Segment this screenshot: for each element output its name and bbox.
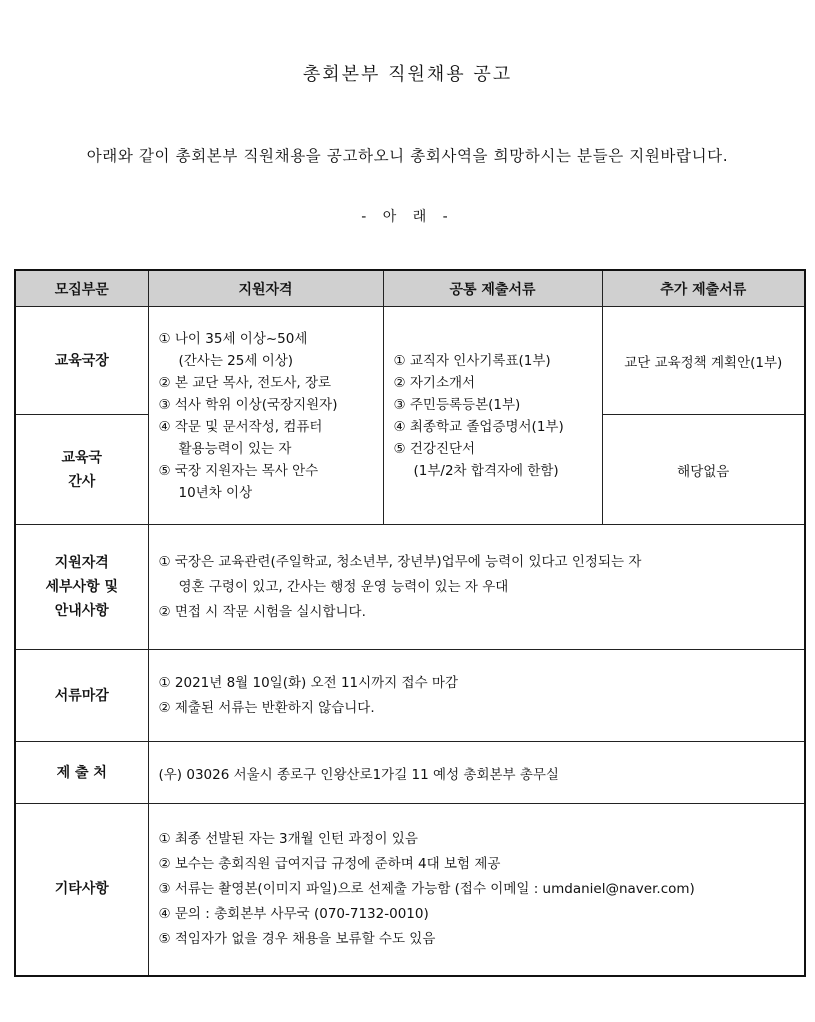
details-label-line1: 지원자격	[54, 555, 109, 571]
department-secretary	[15, 415, 148, 525]
other-item-text: ④ 문의 : 총회본부 사무국 (070-7132-0010)	[158, 905, 429, 922]
other-item-text: ③ 서류는 촬영본(이미지 파일)으로 선제출 가능함 (접수 이메일 : umdaniel@naver.com)	[158, 880, 695, 897]
common-doc-item-text: ⑤ 건강진단서	[393, 440, 476, 457]
other-item	[159, 877, 805, 902]
other-item	[159, 927, 805, 952]
recruitment-table	[14, 269, 806, 977]
header-row	[15, 270, 805, 307]
common-doc-item	[394, 394, 602, 416]
common-doc-item-text: ② 자기소개서	[393, 374, 476, 391]
other-item-text: ① 최종 선발된 자는 3개월 인턴 과정이 있음	[158, 830, 418, 847]
common-doc-item	[394, 372, 602, 394]
row-details	[15, 525, 805, 650]
deadline-content	[148, 650, 805, 742]
header-department: 모집부문	[15, 270, 148, 307]
common-doc-item-text: ④ 최종학교 졸업증명서(1부)	[393, 418, 564, 435]
deadline-item-text: ② 제출된 서류는 반환하지 않습니다.	[158, 699, 375, 716]
details-list	[149, 550, 805, 625]
extra-docs-secretary: 해당없음	[602, 415, 805, 525]
details-content	[148, 525, 805, 650]
other-item-text: ② 보수는 총회직원 급여지급 규정에 준하며 4대 보험 제공	[158, 855, 501, 872]
page-title: 총회본부 직원채용 공고	[302, 64, 513, 85]
other-list	[149, 827, 805, 952]
header-extra-docs: 추가 제출서류	[602, 270, 805, 307]
qualification-cell	[148, 307, 383, 525]
deadline-item	[159, 671, 805, 696]
detail-item-continuation: 영혼 구령이 있고, 간사는 행정 운영 능력이 있는 자 우대	[178, 578, 509, 595]
other-label: 기타사항	[15, 804, 148, 976]
common-docs-list	[384, 350, 602, 482]
details-label	[15, 525, 148, 650]
deadline-item-text: ① 2021년 8월 10일(화) 오전 11시까지 접수 마감	[158, 674, 459, 691]
intro-text: 아래와 같이 총회본부 직원채용을 공고하오니 총회사역을 희망하시는 분들은 지원바랍니다.	[86, 147, 729, 165]
details-label-line3: 안내사항	[54, 603, 109, 619]
detail-item-text: ② 면접 시 작문 시험을 실시합니다.	[158, 603, 366, 620]
qualification-item	[159, 394, 383, 416]
detail-item	[159, 600, 805, 625]
other-item-text: ⑤ 적임자가 없을 경우 채용을 보류할 수도 있음	[158, 930, 436, 947]
common-doc-item	[394, 350, 602, 372]
other-item	[159, 852, 805, 877]
details-label-line2: 세부사항 및	[45, 579, 118, 595]
other-item	[159, 827, 805, 852]
submit-label: 제 출 처	[15, 742, 148, 804]
qualification-item	[159, 416, 383, 460]
qualification-item-continuation: 활용능력이 있는 자	[178, 440, 292, 457]
common-doc-item-text: ① 교직자 인사기록표(1부)	[393, 352, 551, 369]
deadline-label: 서류마감	[15, 650, 148, 742]
department-secretary-line2: 간사	[68, 473, 96, 490]
row-submit	[15, 742, 805, 804]
qualification-item	[159, 328, 383, 372]
other-item	[159, 902, 805, 927]
common-doc-item	[394, 438, 602, 482]
deadline-list	[149, 671, 805, 721]
extra-docs-director: 교단 교육정책 계획안(1부)	[602, 307, 805, 415]
qualification-item-text: ⑤ 국장 지원자는 목사 안수	[158, 462, 319, 479]
qualification-list	[149, 328, 383, 504]
department-secretary-line1: 교육국	[61, 449, 103, 466]
row-director	[15, 307, 805, 415]
common-doc-item	[394, 416, 602, 438]
section-marker: - 아 래 -	[361, 209, 454, 225]
department-director: 교육국장	[15, 307, 148, 415]
qualification-item-text: ④ 작문 및 문서작성, 컴퓨터	[158, 418, 323, 435]
row-other	[15, 804, 805, 976]
common-doc-item-text: ③ 주민등록등본(1부)	[393, 396, 521, 413]
submit-address: (우) 03026 서울시 종로구 인왕산로1가길 11 예성 총회본부 총무실	[158, 766, 559, 783]
header-qualification: 지원자격	[148, 270, 383, 307]
deadline-item	[159, 696, 805, 721]
common-docs-cell	[383, 307, 602, 525]
detail-item	[159, 550, 805, 600]
header-common-docs: 공통 제출서류	[383, 270, 602, 307]
qualification-item-text: ① 나이 35세 이상~50세	[158, 330, 308, 347]
common-doc-item-continuation: (1부/2차 합격자에 한함)	[413, 462, 559, 479]
submit-content	[148, 742, 805, 804]
qualification-item	[159, 372, 383, 394]
qualification-item	[159, 460, 383, 504]
other-content	[148, 804, 805, 976]
qualification-item-continuation: (간사는 25세 이상)	[178, 352, 294, 369]
detail-item-text: ① 국장은 교육관련(주일학교, 청소년부, 장년부)업무에 능력이 있다고 인정되는 자	[158, 553, 642, 570]
qualification-item-continuation: 10년차 이상	[178, 484, 253, 501]
qualification-item-text: ③ 석사 학위 이상(국장지원자)	[158, 396, 338, 413]
qualification-item-text: ② 본 교단 목사, 전도사, 장로	[158, 374, 332, 391]
row-deadline	[15, 650, 805, 742]
